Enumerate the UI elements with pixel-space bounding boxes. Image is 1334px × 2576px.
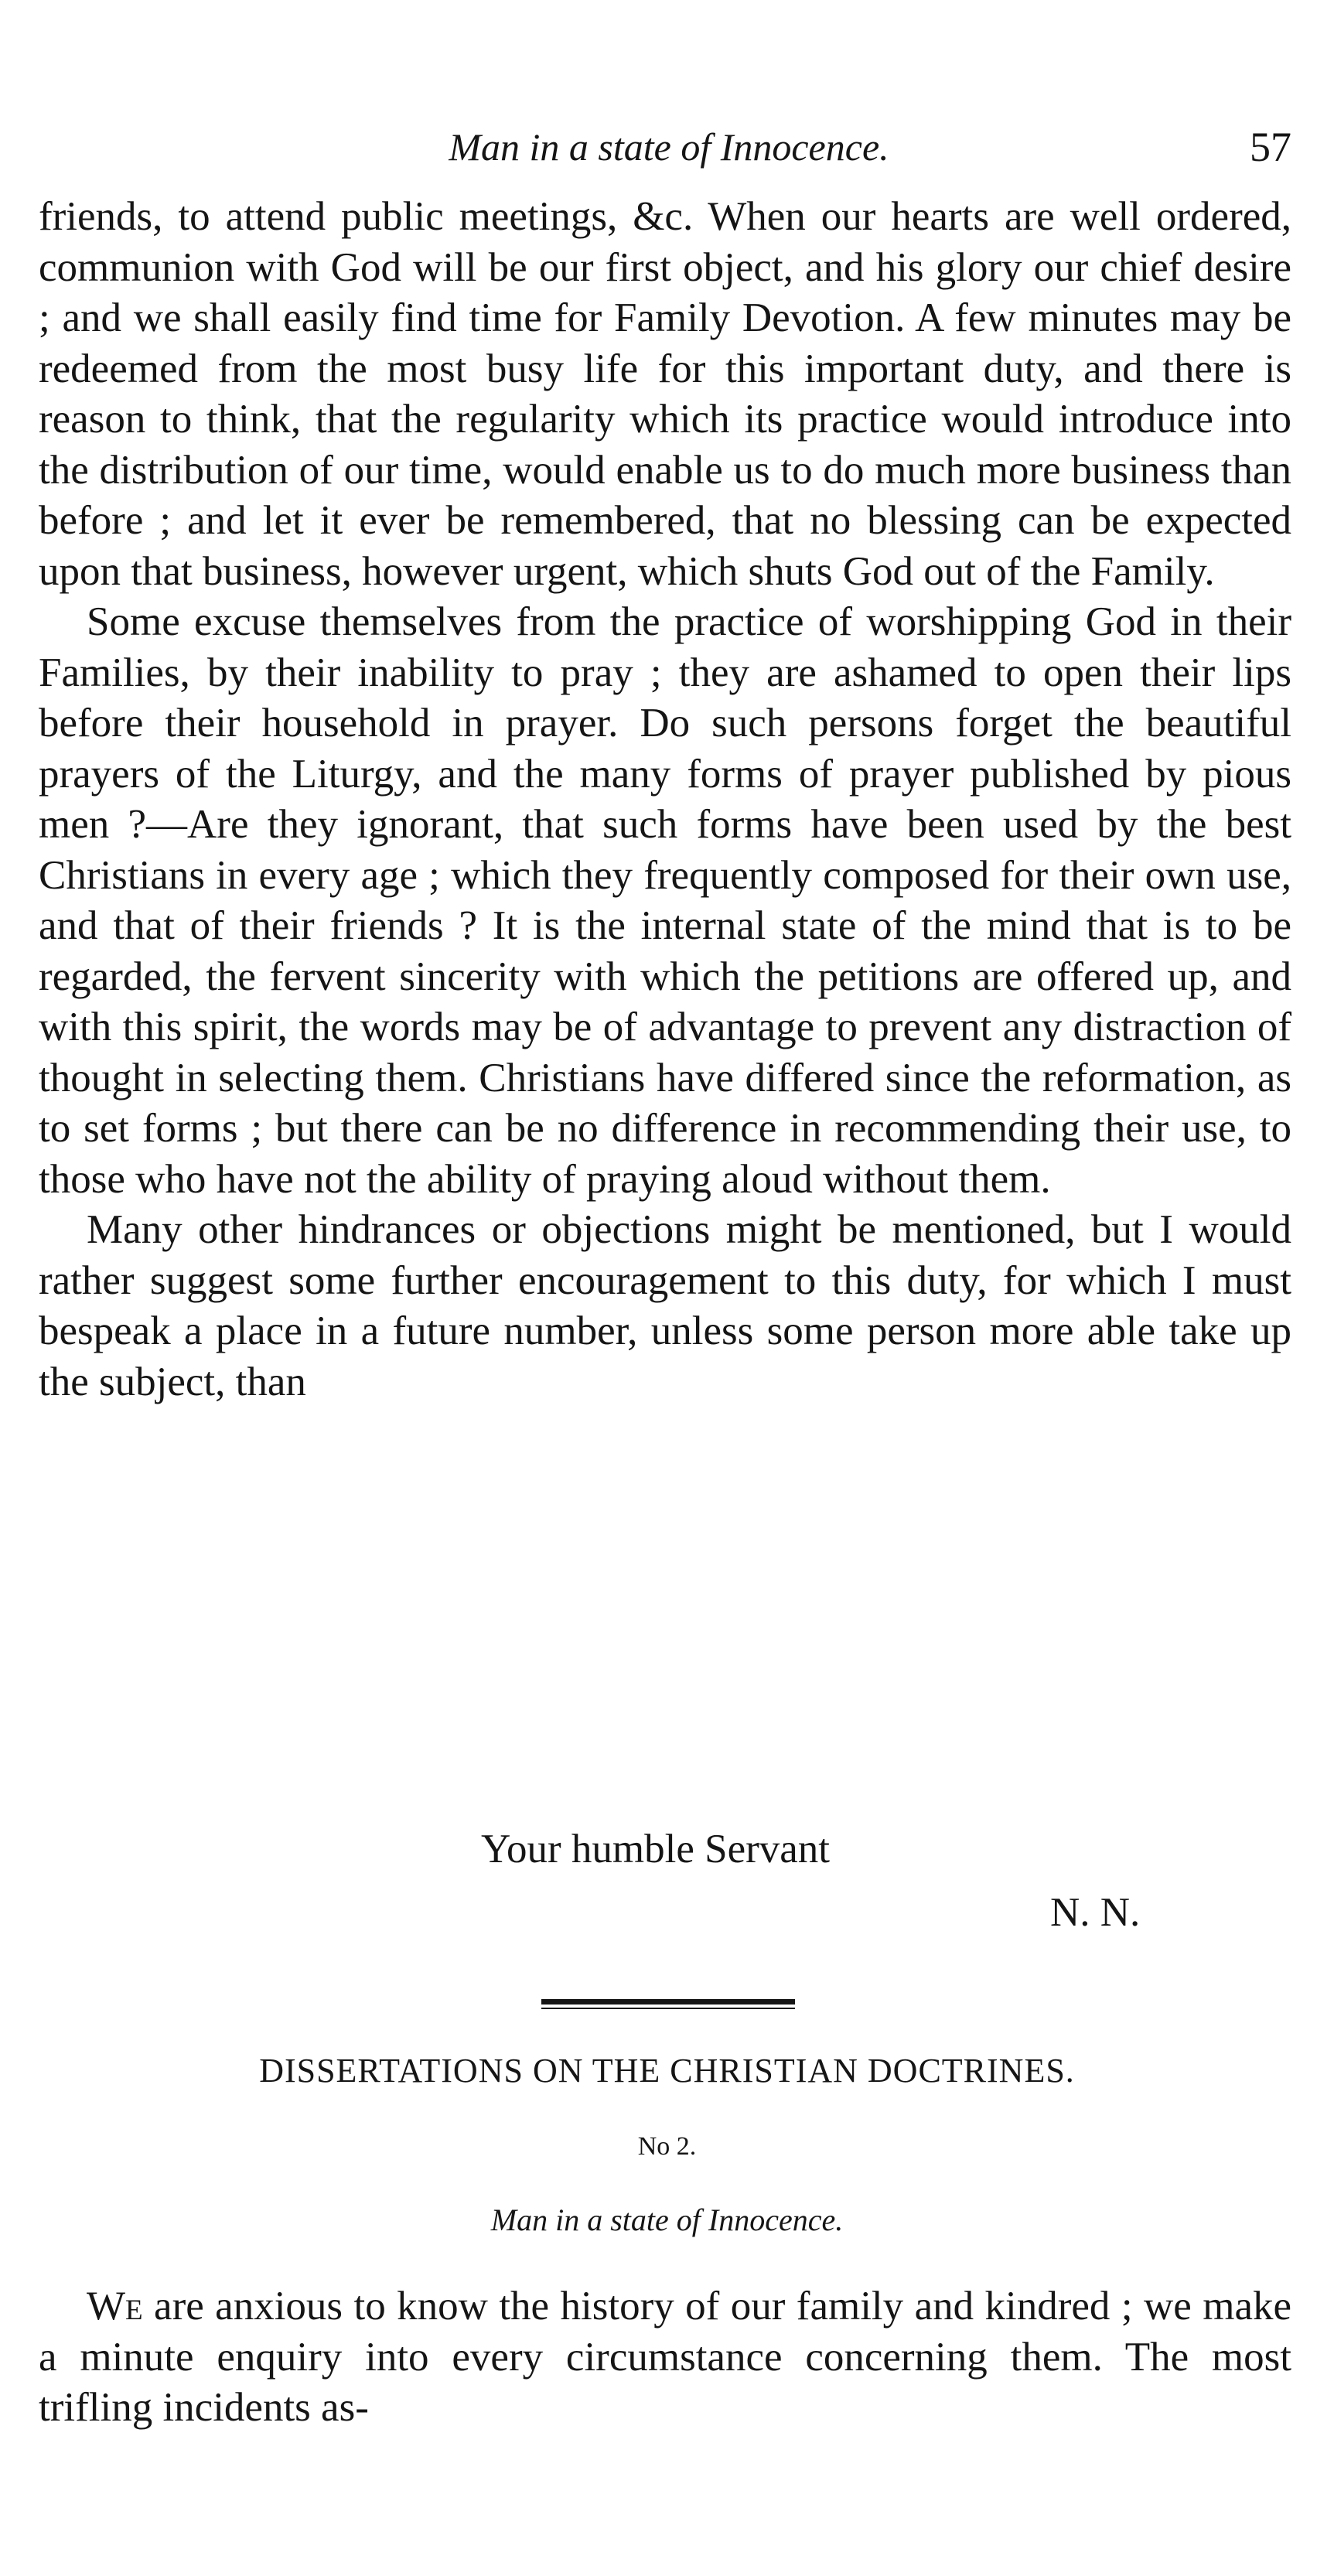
section-number: No 2. [637,2132,697,2161]
running-title: Man in a state of Innocence. [449,125,889,169]
divider-thin-rule [541,2008,795,2009]
divider-thick-rule [541,1999,795,2005]
letter-body [39,192,1291,1407]
page-number: 57 [1250,124,1291,170]
essay-body [39,2281,1291,2434]
letter-paragraph-3: Many other hindrances or objections might be mentioned, but I would rather suggest some further encouragement to this duty, for which I must bespeak a place in a future number, unless some person more able take up the subject, than [39,1207,1291,1404]
essay-opening-text: are anxious to know the history of our family and kindred ; we make a minute enquiry into every circumstance concerning them. The most trifling incidents as- [39,2284,1291,2430]
letter-paragraph-2: Some excuse themselves from the practice of worshipping God in their Families, by their inability to pray ; they are ashamed to open their lips before their household in prayer. Do such persons forget the beautiful prayers of the Liturgy, and the many forms of prayer published by pious men ?—Are they ignorant, that such forms have been used by the best Christians in every age ; which they frequently composed for their own use, and that of their friends ? It is the internal state of the mind that is to be regarded, the fervent sincerity with which the petitions are offered up, and with this spirit, the words may be of advantage to prevent any distraction of thought in selecting them. Christians have differed since the reformation, as to set forms ; but there can be no difference in recommending their use, to those who have not the ability of praying aloud without them. [39,599,1291,1202]
letter-paragraph-1: friends, to attend public meetings, &c. When our hearts are well ordered, communion with God will be our first object, and his glory our chief desire ; and we shall easily find time for Family Devotion. A few minutes may be redeemed from the most busy life for this important duty, and there is reason to think, that the regularity which its practice would introduce into the distribution of our time, would enable us to do much more business than before ; and let it ever be remembered, that no blessing can be expected upon that business, however urgent, which shuts God out of the Family. [39,194,1291,594]
essay-paragraph-1 [39,2281,1291,2434]
letter-signature: N. N. [1050,1890,1141,1935]
section-subtitle: Man in a state of Innocence. [490,2202,844,2237]
section-divider [541,1999,795,2009]
section-title: DISSERTATIONS ON THE CHRISTIAN DOCTRINES. [259,2052,1075,2090]
letter-closing: Your humble Servant [481,1827,830,1871]
running-head [31,120,1307,174]
essay-opening-word: We [87,2284,143,2329]
